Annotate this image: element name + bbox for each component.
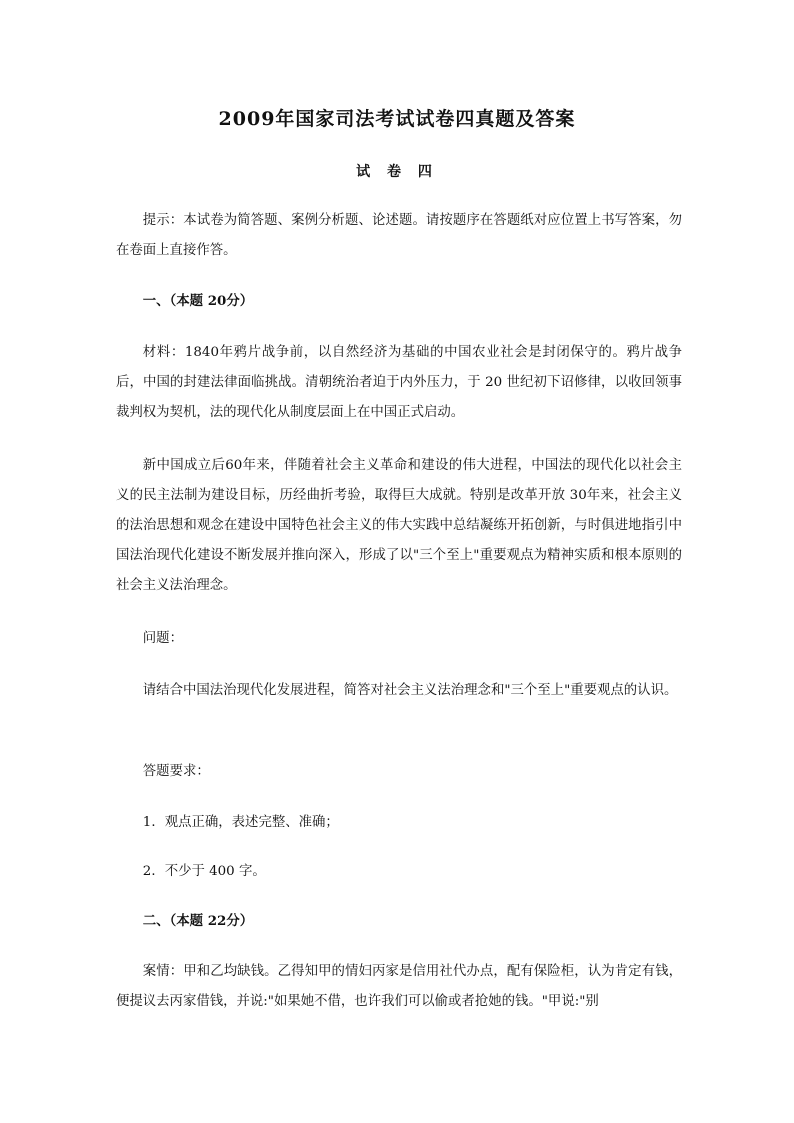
section2-case-text: 案情：甲和乙均缺钱。乙得知甲的情妇丙家是信用社代办点，配有保险柜，认为肯定有钱，便提议去丙家借钱，并说:"如果她不借，也许我们可以偷或者抢她的钱。"甲说:"别 — [116, 964, 682, 1009]
section1-question-label: 问题： — [142, 631, 183, 646]
document-title: 2009年国家司法考试试卷四真题及答案 — [218, 108, 576, 130]
section1-requirements-label: 答题要求： — [142, 764, 210, 779]
section1-requirement-1: 1．观点正确，表述完整、准确； — [142, 815, 339, 830]
section1-material-paragraph-1: 材料：1840年鸦片战争前，以自然经济为基础的中国农业社会是封闭保守的。鸦片战争后，中国的封建法律面临挑战。清朝统治者迫于内外压力，于 20 世纪初下诏修律，以收回领事裁判权为契机，法的现代化从制度层面上在中国正式启动。 — [116, 345, 682, 420]
section2-heading: 二、（本题 22分） — [142, 913, 254, 929]
section1-material-paragraph-2: 新中国成立后60年来，伴随着社会主义革命和建设的伟大进程，中国法的现代化以社会主义的民主法制为建设目标，历经曲折考验，取得巨大成就。特别是改革开放 30年来，社会主义的法治思想和观念在建设中国特色社会主义的伟大实践中总结凝练开拓创新，与时俱进地指引中国法治现代化建设不断发展并推向深入，形成了以"三个至上"重要观点为精神实质和根本原则的社会主义法治理念。 — [116, 458, 682, 593]
paper-subtitle: 试 卷 四 — [356, 164, 438, 180]
section1-question-text: 请结合中国法治现代化发展进程，简答对社会主义法治理念和"三个至上"重要观点的认识。 — [142, 683, 678, 698]
section1-requirement-2: 2．不少于 400 字。 — [142, 864, 266, 879]
exam-notice: 提示：本试卷为简答题、案例分析题、论述题。请按题序在答题纸对应位置上书写答案，勿在卷面上直接作答。 — [116, 213, 682, 258]
section1-heading: 一、（本题 20分） — [142, 293, 254, 309]
